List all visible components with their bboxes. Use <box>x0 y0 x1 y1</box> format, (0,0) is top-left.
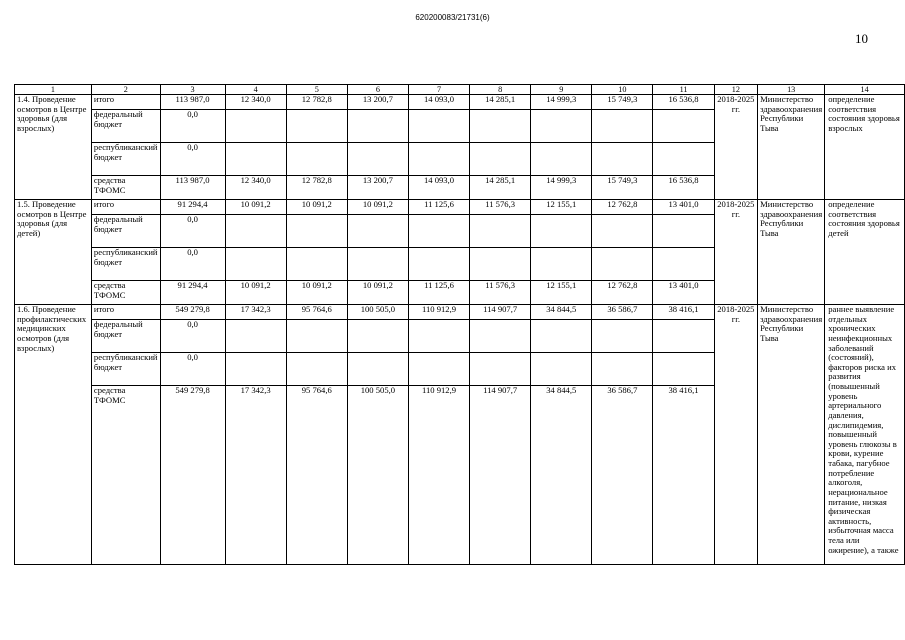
page-number: 10 <box>855 31 868 46</box>
amount-cell <box>408 320 469 353</box>
amount-cell <box>347 143 408 176</box>
amount-cell: 12 155,1 <box>531 200 592 215</box>
amount-cell: 10 091,2 <box>225 281 286 305</box>
amount-cell: 14 093,0 <box>408 95 469 110</box>
amount-cell <box>653 248 714 281</box>
program-table <box>14 84 905 565</box>
header-row <box>15 85 905 95</box>
document-id: 620200083/21731(6) <box>415 13 490 22</box>
amount-cell: 100 505,0 <box>347 386 408 565</box>
amount-cell: 10 091,2 <box>286 281 347 305</box>
funding-source: федеральный бюджет <box>91 320 160 353</box>
amount-cell: 14 093,0 <box>408 176 469 200</box>
amount-cell <box>592 320 653 353</box>
period: 2018-2025 гг. <box>714 200 758 305</box>
amount-cell: 14 999,3 <box>531 95 592 110</box>
amount-cell: 113 987,0 <box>160 95 225 110</box>
amount-cell: 14 285,1 <box>470 95 531 110</box>
amount-cell: 11 576,3 <box>470 281 531 305</box>
amount-cell <box>225 320 286 353</box>
column-header: 4 <box>225 85 286 95</box>
amount-cell: 14 285,1 <box>470 176 531 200</box>
table-row <box>15 95 905 110</box>
amount-cell: 13 200,7 <box>347 95 408 110</box>
amount-cell <box>347 320 408 353</box>
amount-cell: 91 294,4 <box>160 200 225 215</box>
expected-result: раннее выявление отдельных хронических неинфекционных заболеваний (состояний), факторов риска их развития (повышенный уровень артериального давления, дислипидемия, повышенный уровень глюкозы в крови, курение табака, пагубное потребление алкоголя, нерациональное питание, низкая физическая активность, избыточная масса тела или ожирение), а также <box>825 305 905 565</box>
amount-cell <box>225 215 286 248</box>
amount-cell: 15 749,3 <box>592 176 653 200</box>
amount-cell: 114 907,7 <box>470 386 531 565</box>
amount-cell: 16 536,8 <box>653 95 714 110</box>
funding-source: итого <box>91 95 160 110</box>
amount-cell: 13 200,7 <box>347 176 408 200</box>
amount-cell <box>653 110 714 143</box>
amount-cell <box>286 143 347 176</box>
amount-cell: 12 155,1 <box>531 281 592 305</box>
amount-cell: 0,0 <box>160 143 225 176</box>
amount-cell: 10 091,2 <box>347 281 408 305</box>
amount-cell <box>408 248 469 281</box>
amount-cell: 34 844,5 <box>531 386 592 565</box>
amount-cell: 13 401,0 <box>653 200 714 215</box>
amount-cell <box>408 353 469 386</box>
amount-cell <box>531 320 592 353</box>
amount-cell <box>531 215 592 248</box>
table-row <box>15 200 905 215</box>
amount-cell <box>470 248 531 281</box>
funding-source: итого <box>91 200 160 215</box>
amount-cell <box>347 215 408 248</box>
amount-cell <box>286 248 347 281</box>
amount-cell: 38 416,1 <box>653 386 714 565</box>
column-header: 10 <box>592 85 653 95</box>
funding-source: средства ТФОМС <box>91 281 160 305</box>
amount-cell: 113 987,0 <box>160 176 225 200</box>
column-header: 13 <box>758 85 825 95</box>
amount-cell: 14 999,3 <box>531 176 592 200</box>
activity-name: 1.5. Проведение осмотров в Центре здоровья (для детей) <box>15 200 92 305</box>
amount-cell: 10 091,2 <box>225 200 286 215</box>
amount-cell <box>531 110 592 143</box>
amount-cell <box>653 215 714 248</box>
amount-cell: 12 782,8 <box>286 176 347 200</box>
amount-cell: 110 912,9 <box>408 386 469 565</box>
amount-cell <box>470 110 531 143</box>
amount-cell <box>531 248 592 281</box>
column-header: 3 <box>160 85 225 95</box>
column-header: 8 <box>470 85 531 95</box>
amount-cell: 95 764,6 <box>286 305 347 320</box>
column-header: 12 <box>714 85 758 95</box>
amount-cell: 12 762,8 <box>592 200 653 215</box>
amount-cell: 34 844,5 <box>531 305 592 320</box>
executor: Министерство здравоохранения Республики Тыва <box>758 200 825 305</box>
amount-cell: 0,0 <box>160 248 225 281</box>
expected-result: определение соответствия состояния здоровья детей <box>825 200 905 305</box>
amount-cell <box>592 248 653 281</box>
amount-cell <box>653 143 714 176</box>
amount-cell <box>347 248 408 281</box>
amount-cell <box>470 215 531 248</box>
amount-cell: 36 586,7 <box>592 386 653 565</box>
table-body <box>15 95 905 565</box>
amount-cell <box>653 320 714 353</box>
amount-cell: 100 505,0 <box>347 305 408 320</box>
amount-cell <box>286 110 347 143</box>
amount-cell <box>408 143 469 176</box>
amount-cell <box>347 353 408 386</box>
executor: Министерство здравоохранения Республики Тыва <box>758 305 825 565</box>
amount-cell: 12 340,0 <box>225 95 286 110</box>
amount-cell: 12 762,8 <box>592 281 653 305</box>
amount-cell <box>225 248 286 281</box>
executor: Министерство здравоохранения Республики Тыва <box>758 95 825 200</box>
amount-cell: 17 342,3 <box>225 305 286 320</box>
amount-cell: 0,0 <box>160 110 225 143</box>
amount-cell: 13 401,0 <box>653 281 714 305</box>
amount-cell <box>225 110 286 143</box>
period: 2018-2025 гг. <box>714 305 758 565</box>
funding-source: итого <box>91 305 160 320</box>
amount-cell: 15 749,3 <box>592 95 653 110</box>
amount-cell: 10 091,2 <box>286 200 347 215</box>
amount-cell: 11 576,3 <box>470 200 531 215</box>
amount-cell <box>592 110 653 143</box>
column-header: 14 <box>825 85 905 95</box>
amount-cell: 0,0 <box>160 353 225 386</box>
funding-source: республиканский бюджет <box>91 248 160 281</box>
amount-cell: 36 586,7 <box>592 305 653 320</box>
amount-cell <box>470 353 531 386</box>
funding-source: республиканский бюджет <box>91 143 160 176</box>
amount-cell <box>408 110 469 143</box>
amount-cell <box>286 320 347 353</box>
amount-cell <box>225 353 286 386</box>
column-header: 9 <box>531 85 592 95</box>
funding-source: республиканский бюджет <box>91 353 160 386</box>
amount-cell: 549 279,8 <box>160 386 225 565</box>
column-header: 6 <box>347 85 408 95</box>
amount-cell: 0,0 <box>160 215 225 248</box>
amount-cell <box>286 215 347 248</box>
amount-cell <box>408 215 469 248</box>
amount-cell <box>592 215 653 248</box>
amount-cell <box>592 143 653 176</box>
amount-cell <box>531 353 592 386</box>
amount-cell: 11 125,6 <box>408 200 469 215</box>
column-header: 7 <box>408 85 469 95</box>
amount-cell <box>470 320 531 353</box>
column-header: 5 <box>286 85 347 95</box>
amount-cell: 38 416,1 <box>653 305 714 320</box>
amount-cell: 17 342,3 <box>225 386 286 565</box>
funding-source: федеральный бюджет <box>91 110 160 143</box>
amount-cell: 95 764,6 <box>286 386 347 565</box>
amount-cell: 16 536,8 <box>653 176 714 200</box>
amount-cell <box>470 143 531 176</box>
table-row <box>15 305 905 320</box>
column-header: 2 <box>91 85 160 95</box>
amount-cell <box>531 143 592 176</box>
amount-cell: 91 294,4 <box>160 281 225 305</box>
amount-cell: 110 912,9 <box>408 305 469 320</box>
funding-source: средства ТФОМС <box>91 386 160 565</box>
amount-cell <box>592 353 653 386</box>
amount-cell <box>286 353 347 386</box>
column-header: 11 <box>653 85 714 95</box>
period: 2018-2025 гг. <box>714 95 758 200</box>
amount-cell: 114 907,7 <box>470 305 531 320</box>
column-header: 1 <box>15 85 92 95</box>
amount-cell <box>347 110 408 143</box>
activity-name: 1.6. Проведение профилактических медицинских осмотров (для взрослых) <box>15 305 92 565</box>
amount-cell <box>653 353 714 386</box>
amount-cell: 12 782,8 <box>286 95 347 110</box>
amount-cell: 12 340,0 <box>225 176 286 200</box>
activity-name: 1.4. Проведение осмотров в Центре здоровья (для взрослых) <box>15 95 92 200</box>
amount-cell: 549 279,8 <box>160 305 225 320</box>
amount-cell: 10 091,2 <box>347 200 408 215</box>
amount-cell <box>225 143 286 176</box>
funding-source: федеральный бюджет <box>91 215 160 248</box>
amount-cell: 0,0 <box>160 320 225 353</box>
funding-source: средства ТФОМС <box>91 176 160 200</box>
expected-result: определение соответствия состояния здоровья взрослых <box>825 95 905 200</box>
amount-cell: 11 125,6 <box>408 281 469 305</box>
